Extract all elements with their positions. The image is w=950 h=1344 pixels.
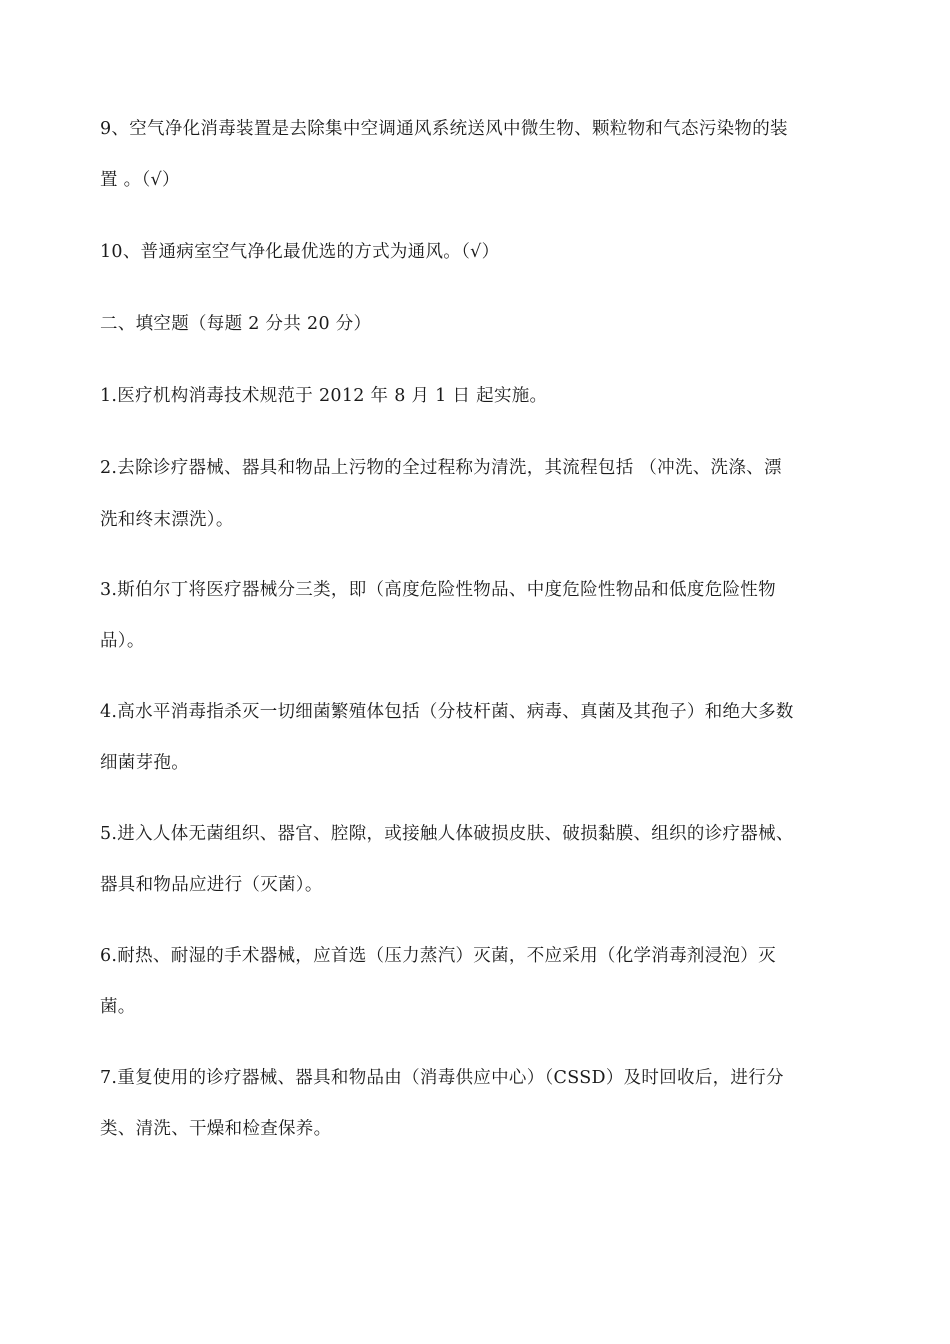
text-line: 6.耐热、耐湿的手术器械，应首选（压力蒸汽）灭菌，不应采用（化学消毒剂浸泡）灭 bbox=[100, 946, 776, 966]
text-line: 置 。（√） bbox=[100, 170, 180, 190]
text-line: 10、普通病室空气净化最优选的方式为通风。（√） bbox=[100, 242, 500, 262]
text-line: 9、空气净化消毒装置是去除集中空调通风系统送风中微生物、颗粒物和气态污染物的装 bbox=[100, 119, 788, 139]
text-line: 细菌芽孢。 bbox=[100, 753, 189, 773]
text-line: 2.去除诊疗器械、器具和物品上污物的全过程称为清洗，其流程包括 （冲洗、洗涤、漂 bbox=[100, 458, 782, 478]
text-line: 5.进入人体无菌组织、器官、腔隙，或接触人体破损皮肤、破损黏膜、组织的诊疗器械、 bbox=[100, 824, 794, 844]
text-line: 类、清洗、干燥和检查保养。 bbox=[100, 1119, 332, 1139]
text-line: 器具和物品应进行（灭菌）。 bbox=[100, 875, 323, 895]
text-line: 菌。 bbox=[100, 997, 136, 1017]
text-line: 3.斯伯尔丁将医疗器械分三类，即（高度危险性物品、中度危险性物品和低度危险性物 bbox=[100, 580, 776, 600]
text-line: 品）。 bbox=[100, 631, 145, 651]
text-line: 洗和终末漂洗）。 bbox=[100, 510, 234, 530]
text-line: 4.高水平消毒指杀灭一切细菌繁殖体包括（分枝杆菌、病毒、真菌及其孢子）和绝大多数 bbox=[100, 702, 794, 722]
text-line: 7.重复使用的诊疗器械、器具和物品由（消毒供应中心）（CSSD）及时回收后，进行分 bbox=[100, 1068, 784, 1088]
text-line: 1.医疗机构消毒技术规范于 2012 年 8 月 1 日 起实施。 bbox=[100, 386, 548, 406]
section-heading: 二、填空题（每题 2 分共 20 分） bbox=[100, 314, 372, 334]
